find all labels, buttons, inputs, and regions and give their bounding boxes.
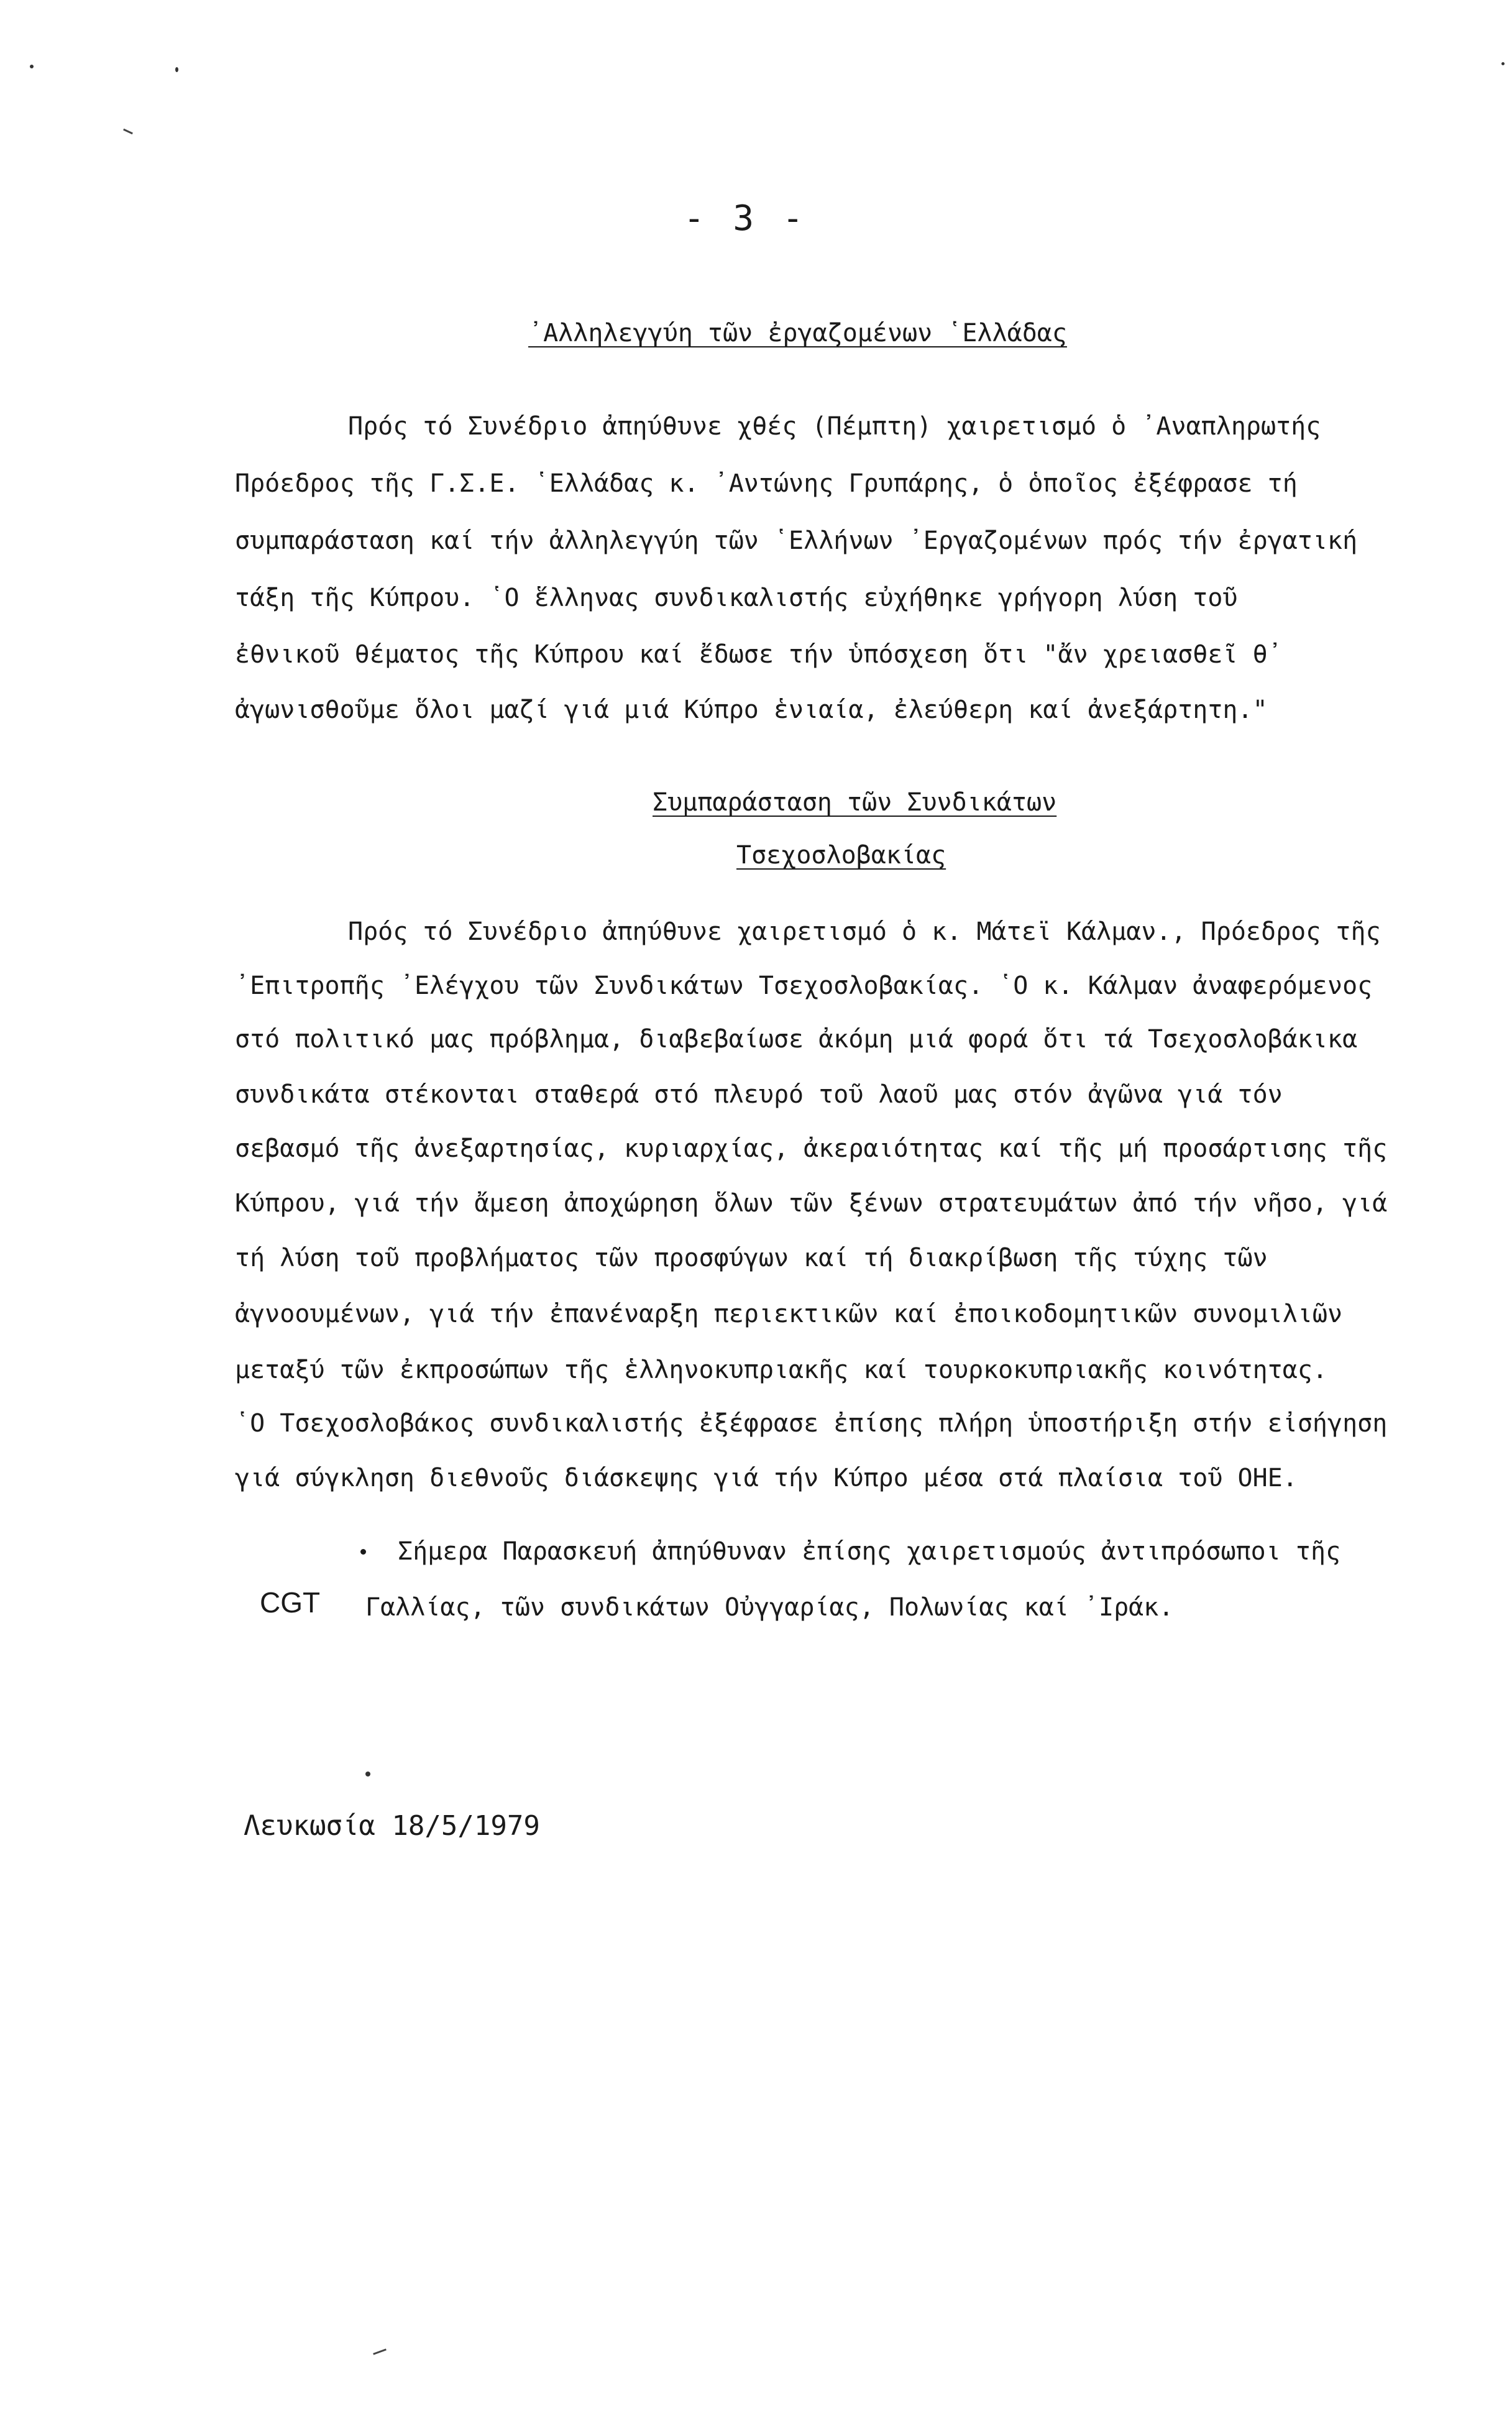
- page-number: - 3 -: [684, 198, 807, 239]
- body-line: σεβασμό τῆς ἀνεξαρτησίας, κυριαρχίας, ἀκεραιότητας καί τῆς μή προσάρτισης τῆς: [235, 1134, 1388, 1163]
- section-heading: Συμπαράσταση τῶν Συνδικάτων: [653, 788, 1057, 817]
- note-line: Γαλλίας, τῶν συνδικάτων Οὐγγαρίας, Πολωνίας καί ᾿Ιράκ.: [365, 1593, 1174, 1622]
- body-line: Πρός τό Συνέδριο ἀπηύθυνε χαιρετισμό ὁ κ. Μάτεϊ Κάλμαν., Πρόεδρος τῆς: [348, 917, 1381, 946]
- note-line: Σήμερα Παρασκευή ἀπηύθυναν ἐπίσης χαιρετισμούς ἀντιπρόσωποι τῆς: [398, 1537, 1341, 1566]
- body-line: μεταξύ τῶν ἐκπροσώπων τῆς ἑλληνοκυπριακῆς καί τουρκοκυπριακῆς κοινότητας.: [235, 1356, 1327, 1384]
- scan-speck: [175, 67, 178, 72]
- body-line: συνδικάτα στέκονται σταθερά στό πλευρό τοῦ λαοῦ μας στόν ἀγῶνα γιά τόν: [235, 1080, 1283, 1109]
- bullet-icon: [360, 1549, 366, 1555]
- body-line: στό πολιτικό μας πρόβλημα, διαβεβαίωσε ἀκόμη μιά φορά ὅτι τά Τσεχοσλοβάκικα: [235, 1025, 1358, 1054]
- scan-mark: [123, 129, 133, 134]
- body-line: ᾿Επιτροπῆς ᾿Ελέγχου τῶν Συνδικάτων Τσεχοσλοβακίας. ῾Ο κ. Κάλμαν ἀναφερόμενος: [235, 972, 1373, 1000]
- margin-tag: CGT: [260, 1586, 321, 1619]
- body-line: Πρός τό Συνέδριο ἀπηύθυνε χθές (Πέμπτη) χαιρετισμό ὁ ᾿Αναπληρωτής: [348, 412, 1321, 441]
- scan-mark: [373, 2348, 387, 2355]
- place-date: Λευκωσία 18/5/1979: [244, 1810, 540, 1842]
- body-line: Πρόεδρος τῆς Γ.Σ.Ε. ῾Ελλάδας κ. ᾿Αντώνης Γρυπάρης, ὁ ὁποῖος ἐξέφρασε τή: [235, 469, 1298, 498]
- scan-speck: [365, 1772, 370, 1776]
- scan-speck: [1501, 62, 1505, 65]
- body-line: τή λύση τοῦ προβλήματος τῶν προσφύγων καί τή διακρίβωση τῆς τύχης τῶν: [235, 1244, 1268, 1272]
- scan-speck: [30, 65, 34, 68]
- body-line: γιά σύγκληση διεθνοῦς διάσκεψης γιά τήν Κύπρο μέσα στά πλαίσια τοῦ ΟΗΕ.: [235, 1464, 1298, 1492]
- body-line: τάξη τῆς Κύπρου. ῾Ο ἕλληνας συνδικαλιστής εὐχήθηκε γρήγορη λύση τοῦ: [235, 584, 1238, 612]
- body-line: ἀγνοουμένων, γιά τήν ἐπανέναρξη περιεκτικῶν καί ἐποικοδομητικῶν συνομιλιῶν: [235, 1300, 1343, 1328]
- body-line: ἀγωνισθοῦμε ὅλοι μαζί γιά μιά Κύπρο ἑνιαία, ἐλεύθερη καί ἀνεξάρτητη.": [235, 696, 1268, 724]
- body-line: ἐθνικοῦ θέματος τῆς Κύπρου καί ἔδωσε τήν ὑπόσχεση ὅτι "ἄν χρειασθεῖ θ᾿: [235, 640, 1283, 669]
- body-line: συμπαράσταση καί τήν ἀλληλεγγύη τῶν ῾Ελλήνων ᾿Εργαζομένων πρός τήν ἐργατική: [235, 526, 1358, 555]
- body-line: ῾Ο Τσεχοσλοβάκος συνδικαλιστής ἐξέφρασε ἐπίσης πλήρη ὑποστήριξη στήν εἰσήγηση: [235, 1409, 1388, 1438]
- section-heading: ᾿Αλληλεγγύη τῶν ἐργαζομένων ῾Ελλάδας: [528, 319, 1067, 347]
- section-heading-continued: Τσεχοσλοβακίας: [736, 841, 946, 870]
- body-line: Κύπρου, γιά τήν ἄμεση ἀποχώρηση ὅλων τῶν ξένων στρατευμάτων ἀπό τήν νῆσο, γιά: [235, 1189, 1388, 1218]
